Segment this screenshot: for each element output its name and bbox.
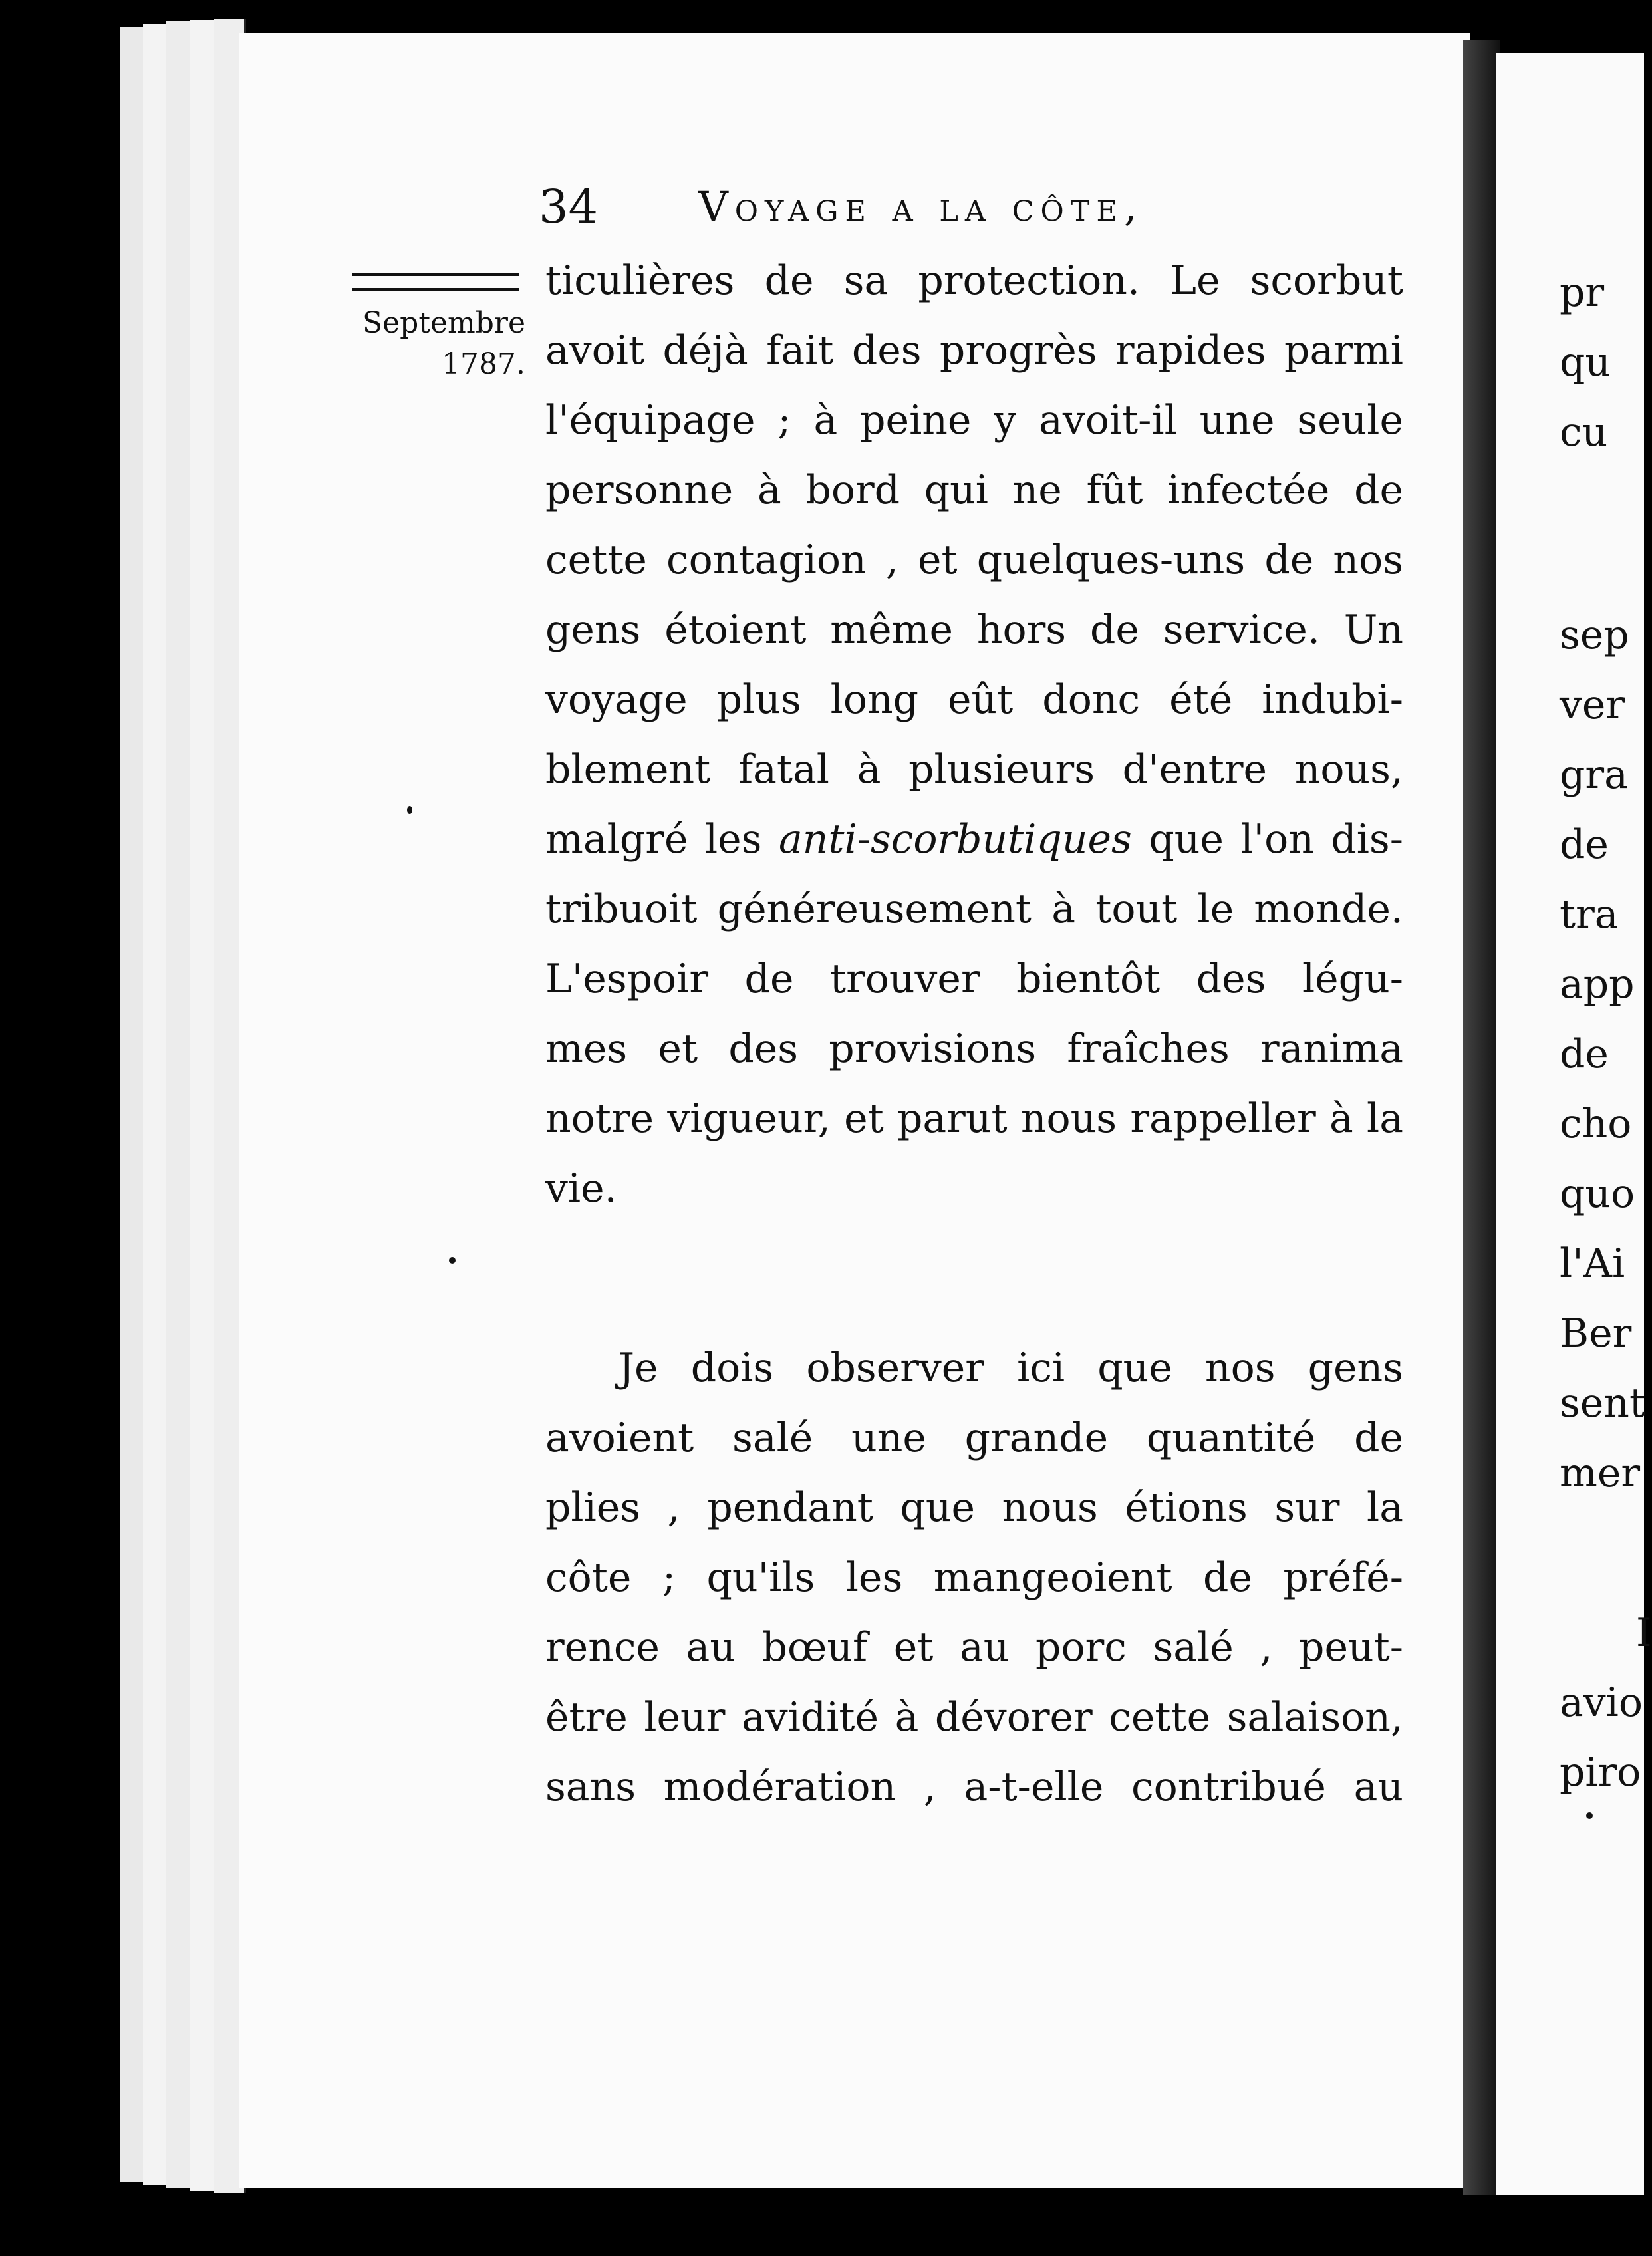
right-page-text: piro: [1560, 1749, 1641, 1796]
right-page-text: de: [1560, 1031, 1609, 1077]
text-line: ticulières de sa protection. Le scorbut: [545, 257, 1403, 304]
right-page-text: cu: [1560, 409, 1608, 456]
text-line: Je dois observer ici que nos gens: [619, 1345, 1403, 1391]
text-line: plies , pendant que nous étions sur la: [545, 1484, 1403, 1531]
text-line: notre vigueur, et parut nous rappeller à la: [545, 1095, 1403, 1142]
right-page-text: sent: [1560, 1380, 1646, 1427]
text-line: voyage plus long eût donc été indubi-: [545, 676, 1403, 723]
right-page-text: ver: [1560, 682, 1625, 728]
text-line: L'espoir de trouver bientôt des légu-: [545, 956, 1403, 1002]
body-text: [545, 246, 1403, 1822]
paragraph-gap: [545, 1224, 1403, 1334]
right-page-fragment: [1496, 53, 1652, 2195]
right-page-text: gra: [1560, 752, 1628, 798]
ink-speck: [407, 806, 412, 814]
book-gutter: [1463, 40, 1500, 2195]
right-page-text: Ber: [1560, 1310, 1632, 1357]
text-line: mes et des provisions fraîches ranima: [545, 1026, 1403, 1072]
text-line: tribuoit généreusement à tout le monde.: [545, 886, 1403, 932]
text-line: gens étoient même hors de service. Un: [545, 607, 1403, 653]
ink-speck: [449, 1257, 456, 1264]
running-title: Voyage a la côte,: [698, 182, 1144, 231]
right-page-text: avio: [1560, 1679, 1643, 1726]
text-line: cette contagion , et quelques-uns de nos: [545, 537, 1403, 583]
right-page-text: qu: [1560, 339, 1611, 386]
page-header: [539, 180, 1403, 239]
text-line: avoient salé une grande quantité de: [545, 1415, 1403, 1461]
margin-date-note: [333, 303, 525, 385]
right-page-text: tra: [1560, 891, 1619, 938]
ink-speck: [1586, 1812, 1593, 1819]
right-page-text: quo: [1560, 1171, 1635, 1217]
italic-term: anti-scorbutiques: [778, 816, 1132, 863]
text-line: personne à bord qui ne fût infectée de: [545, 467, 1403, 513]
text-line-mixed: [545, 805, 1403, 875]
right-page-text: de: [1560, 821, 1609, 868]
right-page-text: I: [1636, 1610, 1652, 1656]
text-segment: malgré les: [545, 816, 762, 863]
margin-double-rule: [352, 273, 519, 291]
text-line: l'équipage ; à peine y avoit-il une seule: [545, 397, 1403, 444]
text-segment: que l'on dis-: [1149, 816, 1403, 863]
right-page-text: sep: [1560, 612, 1629, 658]
text-line: être leur avidité à dévorer cette salaison,: [545, 1694, 1403, 1741]
right-page-text: pr: [1560, 269, 1605, 316]
right-page-text: cho: [1560, 1101, 1632, 1147]
text-line: rence au bœuf et au porc salé , peut-: [545, 1624, 1403, 1671]
right-page-text: l'Ai: [1560, 1240, 1625, 1287]
right-page-text: mer: [1560, 1450, 1641, 1496]
right-page-text: app: [1560, 961, 1635, 1008]
margin-month: Septembre: [362, 306, 525, 340]
margin-year: 1787.: [442, 347, 525, 381]
text-line: vie.: [545, 1165, 617, 1212]
text-line: côte ; qu'ils les mangeoient de préfé-: [545, 1554, 1403, 1601]
text-line: blement fatal à plusieurs d'entre nous,: [545, 746, 1403, 793]
text-line: sans modération , a-t-elle contribué au: [545, 1764, 1403, 1810]
page-number: 34: [539, 180, 599, 234]
text-line: avoit déjà fait des progrès rapides parmi: [545, 327, 1403, 374]
